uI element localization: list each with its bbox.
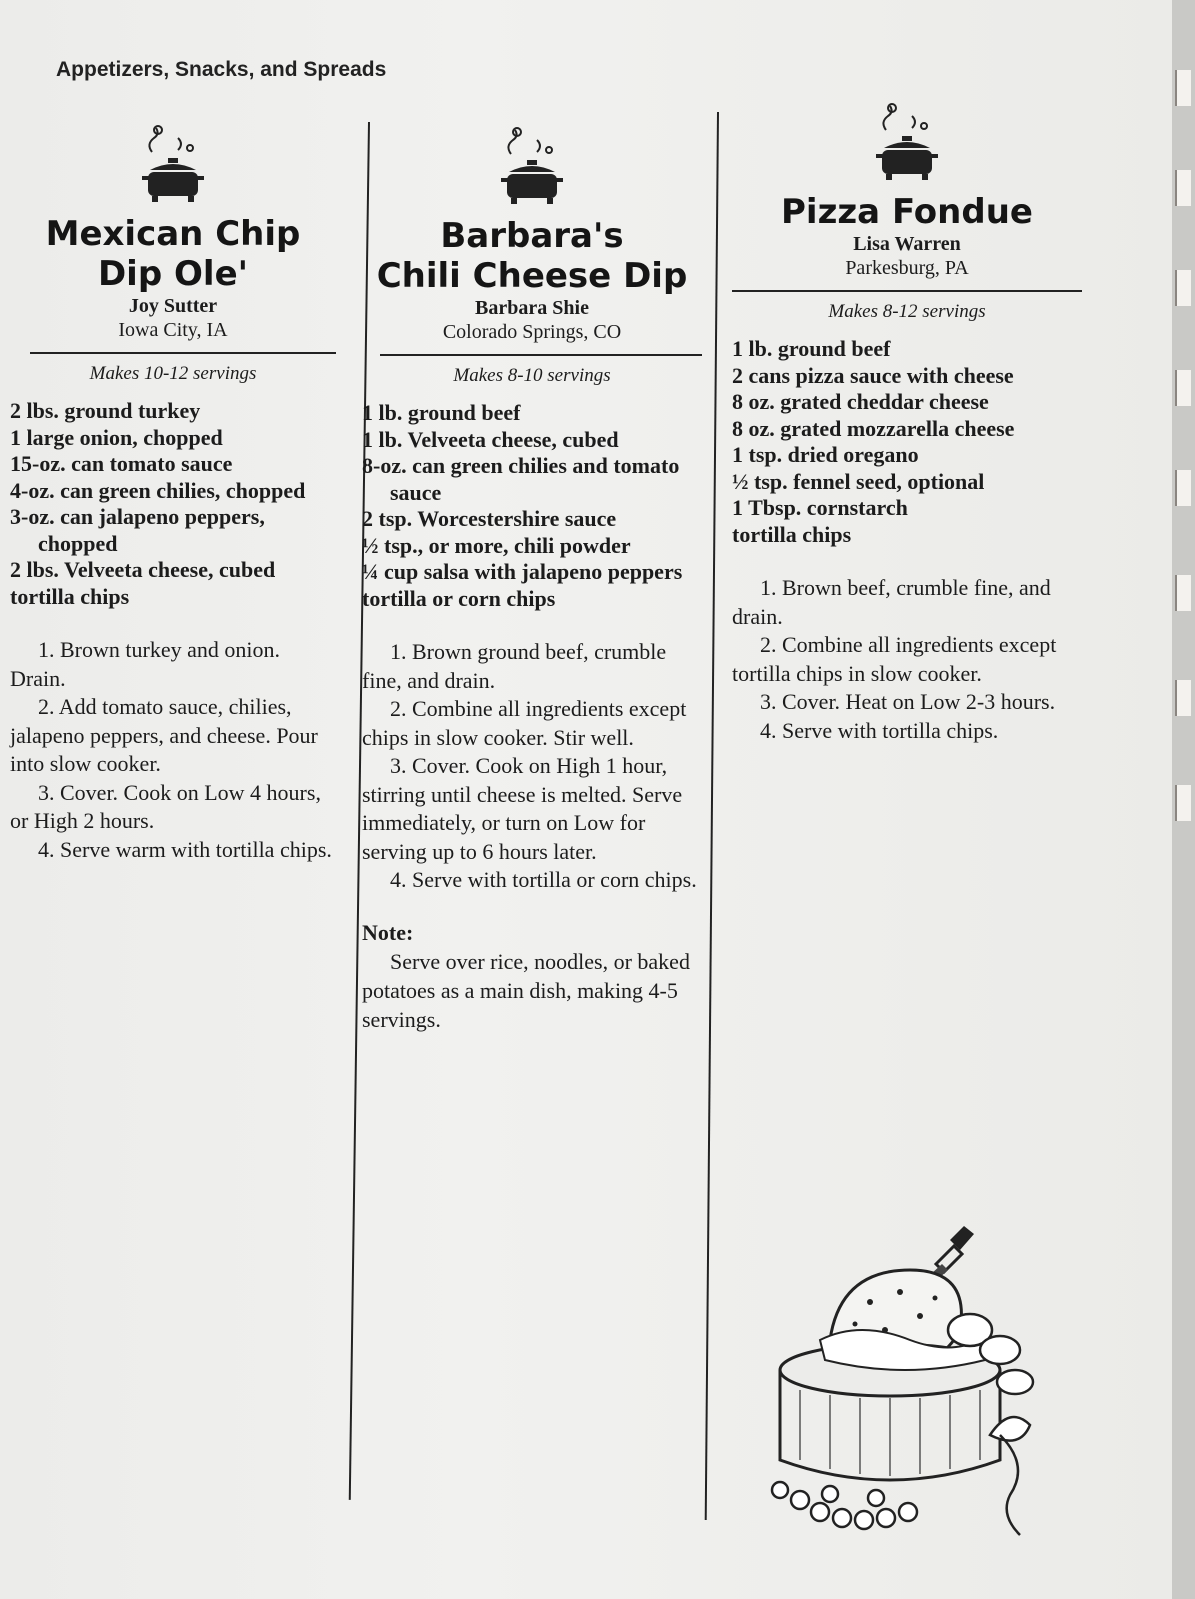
binding-tab [1175, 470, 1191, 506]
recipe-author: Barbara Shie [475, 297, 589, 319]
instruction-step: 3. Cover. Cook on High 1 hour, stirring until cheese is melted. Serve immediately, or turn on Low for serving up to 6 hours later. [362, 753, 683, 864]
ingredient-item: 1 large onion, chopped [10, 424, 223, 450]
binding-tab [1175, 680, 1191, 716]
title-line: Dip Ole' [97, 254, 249, 294]
instruction-step: 2. Combine all ingredients except tortilla chips in slow cooker. [732, 632, 1057, 686]
ingredient-item: tortilla chips [732, 521, 852, 547]
binding-tab [1175, 270, 1191, 306]
ingredient-list [10, 398, 336, 610]
recipe-location: Colorado Springs, CO [442, 321, 622, 343]
ingredient-item: 8 oz. grated mozzarella cheese [732, 415, 1015, 441]
instruction-step: 2. Add tomato sauce, chilies, jalapeno peppers, and cheese. Pour into slow cooker. [10, 694, 318, 776]
slow-cooker-icon [497, 124, 567, 210]
ingredient-item: ½ tsp., or more, chili powder [362, 532, 631, 558]
recipe-servings: Makes 8-12 servings [828, 301, 986, 322]
recipe-title [10, 214, 336, 294]
binding-edge [1172, 0, 1195, 1599]
dip-bowl-illustration [760, 1220, 1050, 1550]
title-line: Mexican Chip [45, 214, 301, 254]
ingredient-item: 2 lbs. Velveeta cheese, cubed [10, 557, 276, 582]
ingredient-item: 1 tsp. dried oregano [732, 442, 919, 467]
binding-tab [1175, 785, 1191, 821]
recipe-chili-cheese-dip [362, 124, 702, 1034]
divider [380, 354, 702, 356]
binding-tab [1175, 70, 1191, 106]
recipe-pizza-fondue [732, 100, 1082, 745]
instruction-list [10, 636, 336, 864]
instruction-step: 4. Serve warm with tortilla chips. [38, 836, 332, 862]
ingredient-item: tortilla or corn chips [362, 585, 556, 611]
slow-cooker-icon [138, 122, 208, 208]
recipe-author: Lisa Warren [853, 233, 961, 255]
title-line: Chili Cheese Dip [376, 256, 688, 296]
instruction-step: 1. Brown beef, crumble fine, and drain. [732, 575, 1051, 629]
note-heading: Note: [362, 919, 414, 945]
recipe-servings: Makes 8-10 servings [453, 365, 611, 386]
recipe-title [732, 192, 1082, 232]
binding-tab [1175, 170, 1191, 206]
recipe-location: Iowa City, IA [118, 319, 228, 341]
note-text: Serve over rice, noodles, or baked potatoes as a main dish, making 4-5 servings. [362, 948, 690, 1032]
title-line: Barbara's [440, 216, 624, 256]
instruction-list [732, 574, 1082, 745]
divider [30, 352, 336, 354]
instruction-list [362, 638, 702, 895]
binding-tab [1175, 575, 1191, 611]
instruction-step: 4. Serve with tortilla chips. [760, 717, 999, 743]
ingredient-item: 8-oz. can green chilies and tomato sauce [362, 453, 680, 505]
ingredient-item: 8 oz. grated cheddar cheese [732, 389, 989, 414]
ingredient-item: 1 lb. Velveeta cheese, cubed [362, 426, 619, 452]
ingredient-item: 1 Tbsp. cornstarch [732, 495, 908, 520]
ingredient-item: 2 cans pizza sauce with cheese [732, 362, 1014, 388]
instruction-step: 1. Brown turkey and onion. Drain. [10, 637, 280, 691]
ingredient-item: 2 lbs. ground turkey [10, 398, 201, 423]
instruction-step: 1. Brown ground beef, crumble fine, and drain. [362, 639, 667, 693]
title-line: Pizza Fondue [781, 192, 1033, 232]
section-header: Appetizers, Snacks, and Spreads [56, 58, 387, 81]
instruction-step: 3. Cover. Cook on Low 4 hours, or High 2 hours. [10, 779, 321, 833]
instruction-step: 2. Combine all ingredients except chips in slow cooker. Stir well. [362, 696, 687, 750]
ingredient-item: 1 lb. ground beef [362, 400, 521, 425]
ingredient-item: 2 tsp. Worcestershire sauce [362, 506, 617, 531]
ingredient-item: 3-oz. can jalapeno peppers, chopped [10, 504, 265, 556]
ingredient-list [362, 400, 702, 612]
recipe-servings: Makes 10-12 servings [89, 363, 257, 384]
ingredient-item: ½ tsp. fennel seed, optional [732, 468, 985, 494]
recipe-author: Joy Sutter [128, 295, 218, 317]
ingredient-item: 1 lb. ground beef [732, 336, 891, 361]
recipe-location: Parkesburg, PA [845, 257, 969, 279]
recipe-mexican-chip-dip [10, 122, 336, 864]
slow-cooker-icon [872, 100, 942, 186]
ingredient-item: tortilla chips [10, 583, 130, 609]
divider [732, 290, 1082, 292]
column-divider-2 [705, 112, 719, 1520]
recipe-title [362, 216, 702, 296]
ingredient-item: ¼ cup salsa with jalapeno peppers [362, 559, 683, 584]
ingredient-item: 4-oz. can green chilies, chopped [10, 477, 306, 503]
ingredient-list [732, 336, 1082, 548]
ingredient-item: 15-oz. can tomato sauce [10, 451, 233, 476]
instruction-step: 3. Cover. Heat on Low 2-3 hours. [760, 689, 1056, 714]
instruction-step: 4. Serve with tortilla or corn chips. [390, 867, 697, 892]
binding-tab [1175, 370, 1191, 406]
